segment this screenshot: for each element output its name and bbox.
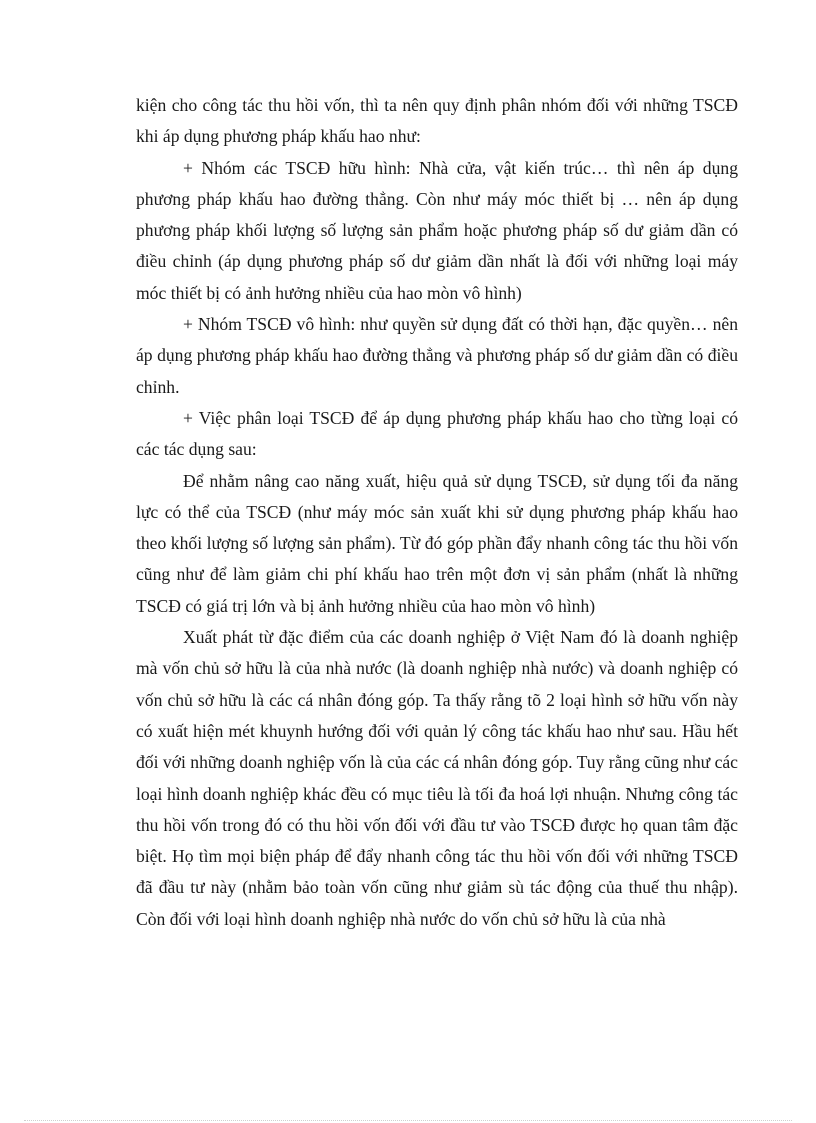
paragraph-intangible-assets: + Nhóm TSCĐ vô hình: như quyền sử dụng đất có thời hạn, đặc quyền… nên áp dụng phương pháp khấu hao đường thẳng và phương pháp số dư giảm dần có điều chỉnh.	[136, 314, 738, 397]
page-bottom-border	[24, 1120, 792, 1121]
paragraph-continuation: kiện cho công tác thu hồi vốn, thì ta nên quy định phân nhóm đối với những TSCĐ khi áp dụng phương pháp khấu hao như:	[136, 95, 738, 147]
paragraph-classification-effects: + Việc phân loại TSCĐ để áp dụng phương pháp khấu hao cho từng loại có các tác dụng sau:	[136, 407, 738, 460]
paragraph-efficiency: Để nhằm nâng cao năng xuất, hiệu quả sử dụng TSCĐ, sử dụng tối đa năng lực có thể của TSCĐ (như máy móc sản xuất khi sử dụng phương pháp khấu hao theo khối lượng số lượng sản phẩm). Từ đó góp phần đẩy nhanh công tác thu hồi vốn cũng như để làm giảm chi phí khấu hao trên một đơn vị sản phẩm (nhất là những TSCĐ có giá trị lớn và bị ảnh hưởng nhiều của hao mòn vô hình)	[136, 470, 738, 616]
document-page	[136, 90, 738, 935]
paragraph-tangible-assets: + Nhóm các TSCĐ hữu hình: Nhà cửa, vật kiến trúc… thì nên áp dụng phương pháp khấu hao đường thẳng. Còn như máy móc thiết bị … nên áp dụng phương pháp khối lượng số lượng sản phẩm hoặc phương pháp số dư giảm dần có điều chỉnh (áp dụng phương pháp số dư giảm dần nhất là đối với những loại máy móc thiết bị có ảnh hưởng nhiều của hao mòn vô hình)	[136, 157, 738, 303]
paragraph-enterprise-types: Xuất phát từ đặc điểm của các doanh nghiệp ở Việt Nam đó là doanh nghiệp mà vốn chủ sở hữu là của nhà nước (là doanh nghiệp nhà nước) và doanh nghiệp có vốn chủ sở hữu là các cá nhân đóng góp. Ta thấy rằng tõ 2 loại hình sở hữu vốn này có xuất hiện mét khuynh hướng đối với quản lý công tác khấu hao như sau. Hầu hết đối với những doanh nghiệp vốn là của các cá nhân đóng góp. Tuy rằng cũng như các loại hình doanh nghiệp khác đều có mục tiêu là tối đa hoá lợi nhuận. Nhưng công tác thu hồi vốn trong đó có thu hồi vốn đối với đầu tư vào TSCĐ được họ quan tâm đặc biệt. Họ tìm mọi biện pháp để đẩy nhanh công tác thu hồi vốn đối với những TSCĐ đã đầu tư này (nhằm bảo toàn vốn cũng như giảm sù tác động của thuế thu nhập). Còn đối với loại hình doanh nghiệp nhà nước do vốn chủ sở hữu là của nhà	[136, 627, 738, 929]
